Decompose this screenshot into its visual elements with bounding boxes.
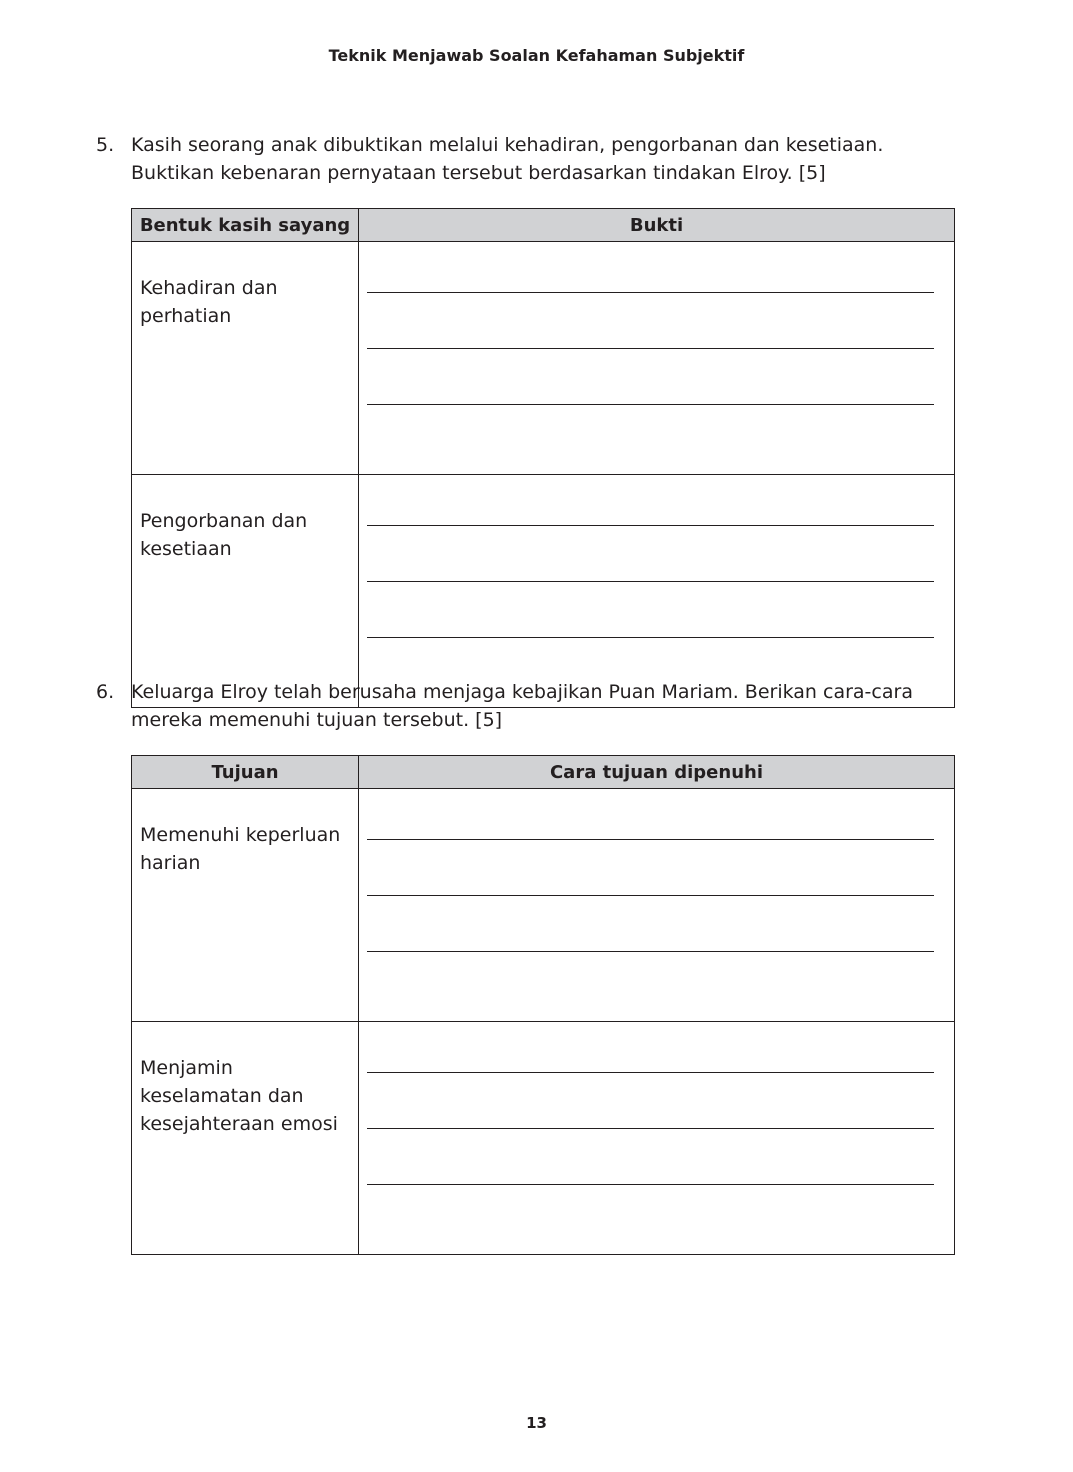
answer-line[interactable]	[367, 1072, 934, 1073]
question-number: 5.	[96, 134, 115, 156]
row-label: Menjamin keselamatan dan kesejahteraan emosi	[132, 1022, 359, 1255]
column-header: Bukti	[359, 209, 955, 242]
answer-line[interactable]	[367, 951, 934, 952]
question-text: Keluarga Elroy telah berusaha menjaga kebajikan Puan Mariam. Berikan cara-cara mereka memenuhi tujuan tersebut. [5]	[131, 681, 913, 731]
table-row	[132, 242, 955, 475]
answer-area[interactable]	[359, 789, 955, 1022]
running-header: Teknik Menjawab Soalan Kefahaman Subjektif	[328, 46, 745, 65]
question-6	[96, 678, 966, 734]
column-header: Cara tujuan dipenuhi	[359, 756, 955, 789]
column-header: Tujuan	[132, 756, 359, 789]
answer-line[interactable]	[367, 637, 934, 638]
row-label: Kehadiran dan perhatian	[132, 242, 359, 475]
table-header-row	[132, 756, 955, 789]
table-header-row	[132, 209, 955, 242]
answer-line[interactable]	[367, 1184, 934, 1185]
question-number: 6.	[96, 681, 115, 703]
answer-line[interactable]	[367, 581, 934, 582]
question-5	[96, 131, 966, 187]
answer-table-6	[131, 755, 955, 1255]
answer-table-5	[131, 208, 955, 708]
answer-area[interactable]	[359, 1022, 955, 1255]
table-row	[132, 789, 955, 1022]
row-label: Pengorbanan dan kesetiaan	[132, 475, 359, 708]
row-label: Memenuhi keperluan harian	[132, 789, 359, 1022]
table-row	[132, 475, 955, 708]
answer-line[interactable]	[367, 895, 934, 896]
answer-area[interactable]	[359, 242, 955, 475]
table-row	[132, 1022, 955, 1255]
page-number: 13	[526, 1414, 547, 1432]
answer-area[interactable]	[359, 475, 955, 708]
question-text: Kasih seorang anak dibuktikan melalui kehadiran, pengorbanan dan kesetiaan. Buktikan kebenaran pernyataan tersebut berdasarkan tindakan Elroy. [5]	[131, 134, 884, 184]
answer-line[interactable]	[367, 525, 934, 526]
answer-line[interactable]	[367, 348, 934, 349]
answer-line[interactable]	[367, 839, 934, 840]
column-header: Bentuk kasih sayang	[132, 209, 359, 242]
answer-line[interactable]	[367, 404, 934, 405]
answer-line[interactable]	[367, 1128, 934, 1129]
answer-line[interactable]	[367, 292, 934, 293]
